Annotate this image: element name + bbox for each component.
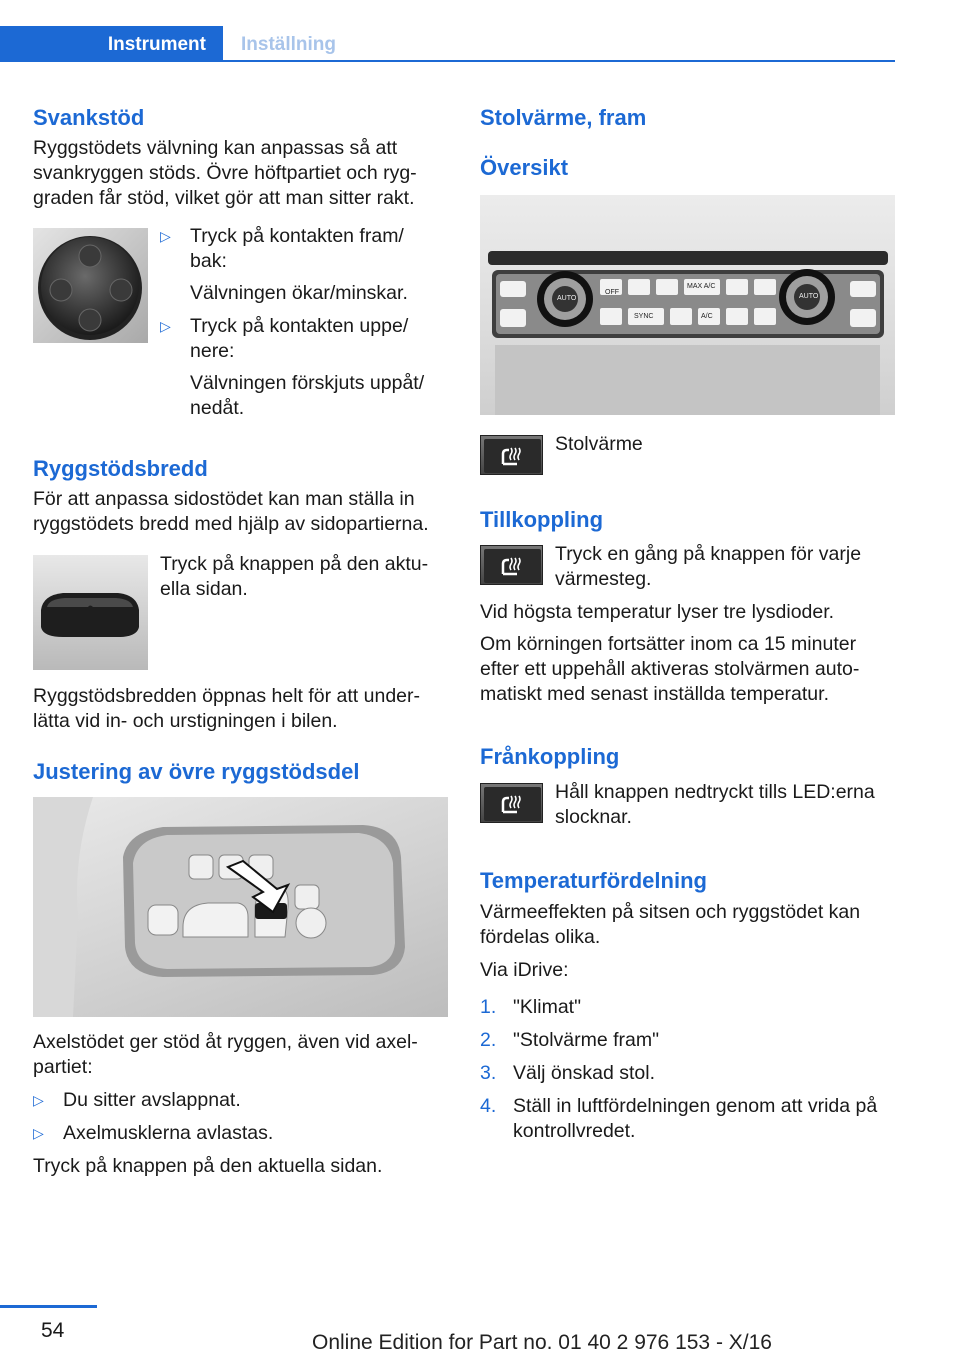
backrest-width-button-image — [33, 555, 148, 670]
triangle-bullet-icon: ▷ — [160, 228, 171, 244]
list-item-result: Välvningen ökar/minskar. — [190, 282, 408, 304]
tab-installning[interactable]: Inställning — [241, 34, 336, 55]
list-item-text: Du sitter avslappnat. — [63, 1089, 241, 1111]
seat-heating-button-icon — [480, 435, 543, 475]
ryggstodsbredd-button-text: Tryck på knappen på den aktu-ella sidan. — [160, 553, 429, 600]
list-item-action: Tryck på kontakten fram/ bak: — [190, 225, 404, 272]
temperatur-text: Värmeeffekten på sitsen och ryggstödet kan fördelas olika. — [480, 901, 861, 948]
justering-final-text: Tryck på knappen på den aktuella sidan. — [33, 1155, 383, 1177]
step-number: 1. — [480, 996, 497, 1018]
justering-list — [33, 1088, 448, 1146]
triangle-bullet-icon: ▷ — [160, 318, 171, 334]
footer-edition-text: Online Edition for Part no. 01 40 2 976 153 - X/16 — [312, 1331, 772, 1354]
heading-justering: Justering av övre ryggstödsdel — [33, 759, 360, 784]
svankstod-text: Ryggstödets välvning kan anpassas så att svankryggen stöds. Övre höftpartiet och ryg-graden får stöd, vilket gör att man sitter rakt. — [33, 137, 417, 209]
list-item — [480, 995, 895, 1020]
list-item — [480, 1094, 895, 1144]
heading-svankstod: Svankstöd — [33, 105, 145, 130]
heading-frankoppling: Frånkoppling — [480, 744, 620, 769]
list-item — [33, 1088, 448, 1113]
step-text: "Klimat" — [513, 996, 582, 1018]
idrive-steps-list — [480, 995, 895, 1144]
heading-temperaturfordelning: Temperaturfördelning — [480, 868, 707, 893]
tab-instrument[interactable]: Instrument — [0, 26, 223, 62]
panel-label-auto-left: AUTO — [557, 295, 577, 302]
heading-stolvarme-fram: Stolvärme, fram — [480, 105, 647, 130]
list-item-text: Axelmusklerna avlastas. — [63, 1122, 274, 1144]
list-item — [480, 1028, 895, 1053]
triangle-bullet-icon: ▷ — [33, 1125, 44, 1141]
step-text: Ställ in luftfördelningen genom att vrida på kontrollvredet. — [513, 1095, 878, 1142]
seat-heating-button-icon — [480, 783, 543, 823]
tillkoppling-p1: Vid högsta temperatur lyser tre lysdioder. — [480, 601, 835, 623]
svankstod-list — [160, 224, 450, 421]
list-item — [160, 314, 450, 421]
stolvarme-label: Stolvärme — [555, 433, 643, 455]
heading-ryggstodsbredd: Ryggstödsbredd — [33, 456, 208, 481]
ryggstodsbredd-after-text: Ryggstödsbredden öppnas helt för att under-lätta vid in- och urstigningen i bilen. — [33, 685, 421, 732]
panel-label-auto-right: AUTO — [799, 293, 819, 300]
step-number: 4. — [480, 1095, 497, 1117]
page-number: 54 — [41, 1319, 65, 1342]
list-item — [160, 224, 450, 306]
ryggstodsbredd-text: För att anpassa sidostödet kan man ställa in ryggstödets bredd med hjälp av sidopartierna. — [33, 488, 429, 535]
step-text: "Stolvärme fram" — [513, 1029, 660, 1051]
tillkoppling-p2: Om körningen fortsätter inom ca 15 minuter efter ett uppehåll aktiveras stolvärmen auto-matiskt med senast inställda temperatur. — [480, 633, 860, 705]
panel-label-ac: A/C — [701, 313, 713, 320]
frankoppling-button-text: Håll knappen nedtryckt tills LED:erna slocknar. — [555, 781, 875, 828]
header-tab-bar — [0, 26, 895, 62]
list-item-result: Välvningen förskjuts uppåt/ nedåt. — [190, 372, 425, 419]
step-number: 3. — [480, 1062, 497, 1084]
justering-text: Axelstödet ger stöd åt ryggen, även vid axel-partiet: — [33, 1031, 418, 1078]
heading-tillkoppling: Tillkoppling — [480, 507, 604, 532]
footer-accent-line — [0, 1305, 97, 1308]
seat-heating-button-icon — [480, 545, 543, 585]
step-text: Välj önskad stol. — [513, 1062, 655, 1084]
triangle-bullet-icon: ▷ — [33, 1092, 44, 1108]
list-item — [480, 1061, 895, 1086]
panel-label-off: OFF — [605, 289, 619, 296]
lumbar-control-image — [33, 228, 148, 343]
step-number: 2. — [480, 1029, 497, 1051]
climate-control-panel-image — [480, 195, 895, 415]
seat-control-image — [33, 797, 448, 1017]
panel-label-max-ac: MAX A/C — [687, 283, 716, 290]
heading-oversikt: Översikt — [480, 155, 569, 180]
panel-label-sync: SYNC — [634, 313, 654, 320]
list-item-action: Tryck på kontakten uppe/ nere: — [190, 315, 409, 362]
tillkoppling-button-text: Tryck en gång på knappen för varje värmesteg. — [555, 543, 862, 590]
list-item — [33, 1121, 448, 1146]
via-idrive-text: Via iDrive: — [480, 959, 569, 981]
